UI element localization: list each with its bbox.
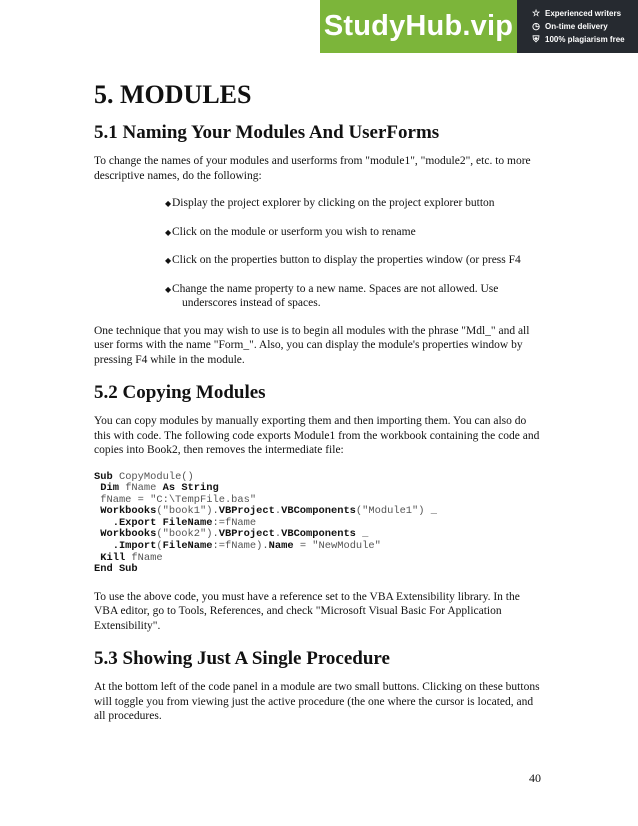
perk-text: Experienced writers — [545, 9, 622, 18]
paragraph-copying-intro: You can copy modules by manually exporting them and then importing them. You can also do this with code. The following code exports Module1 from the workbook containing the code and copies into Book2, then removes the intermediate file: — [94, 415, 540, 456]
page-number: 40 — [529, 771, 541, 785]
paragraph-naming-intro: To change the names of your modules and userforms from "module1", "module2", etc. to more descriptive names, do the following: — [94, 155, 531, 182]
studyhub-logo[interactable]: StudyHub.vip — [320, 0, 517, 53]
chapter-title: 5. MODULES — [94, 80, 252, 109]
document-body — [94, 80, 544, 724]
diamond-bullet-icon: ◆ — [165, 284, 172, 294]
paragraph-copying-reference: To use the above code, you must have a reference set to the VBA Extensibility library. In the VBA editor, go to Tools, References, and check "Microsoft Visual Basic For Application Extensibility". — [94, 590, 520, 632]
list-item: ◆ Display the project explorer by clicking on the project explorer button — [94, 196, 544, 211]
section-heading-single-procedure: 5.3 Showing Just A Single Procedure — [94, 648, 390, 670]
list-item: ◆ Click on the properties button to display the properties window (or press F4 — [94, 253, 544, 268]
diamond-bullet-icon: ◆ — [165, 199, 172, 208]
perk-delivery — [531, 20, 638, 33]
perk-plagiarism — [531, 33, 638, 46]
shield-check-icon: ⛨ — [532, 34, 540, 44]
diamond-bullet-icon: ◆ — [165, 256, 172, 265]
code-block-copy-module: Sub CopyModule() Dim fName As String fName = "C:\TempFile.bas" Workbooks("book1").VBProject.VBComponents("Module1") _ .Export FileName:=fName Workbooks("book2").VBProject.VBComponents _ .Import(FileName:=fName).Name = "NewModule" Kill fName End Sub — [94, 470, 437, 576]
banner-perks — [517, 0, 638, 53]
clock-icon: ◷ — [532, 21, 540, 31]
diamond-bullet-icon: ◆ — [165, 227, 172, 237]
list-item: ◆ Change the name property to a new name. Spaces are not allowed. Use underscores instead of spaces. — [165, 282, 499, 309]
star-icon: ☆ — [531, 8, 541, 18]
section-heading-copying: 5.2 Copying Modules — [94, 382, 266, 403]
section-heading-naming: 5.1 Naming Your Modules And UserForms — [94, 122, 440, 143]
perk-text: 100% plagiarism free — [545, 35, 625, 44]
paragraph-naming-tip: One technique that you may wish to use is to begin all modules with the phrase "Mdl_" and all user forms with the name "Form_". Also, you can display the module's properties window by pressing F4 while in the module. — [94, 324, 530, 366]
paragraph-single-procedure: At the bottom left of the code panel in a module are two small buttons. Clicking on these buttons will toggle you from viewing just the active procedure (the one where the cursor is located, and all procedures. — [94, 681, 540, 723]
ad-banner[interactable] — [320, 0, 638, 53]
bullet-list-rename — [94, 196, 544, 311]
perk-text: On-time delivery — [545, 22, 608, 31]
perk-writers — [531, 7, 638, 20]
list-item: ◆ Click on the module or userform you wish to rename — [94, 225, 544, 240]
